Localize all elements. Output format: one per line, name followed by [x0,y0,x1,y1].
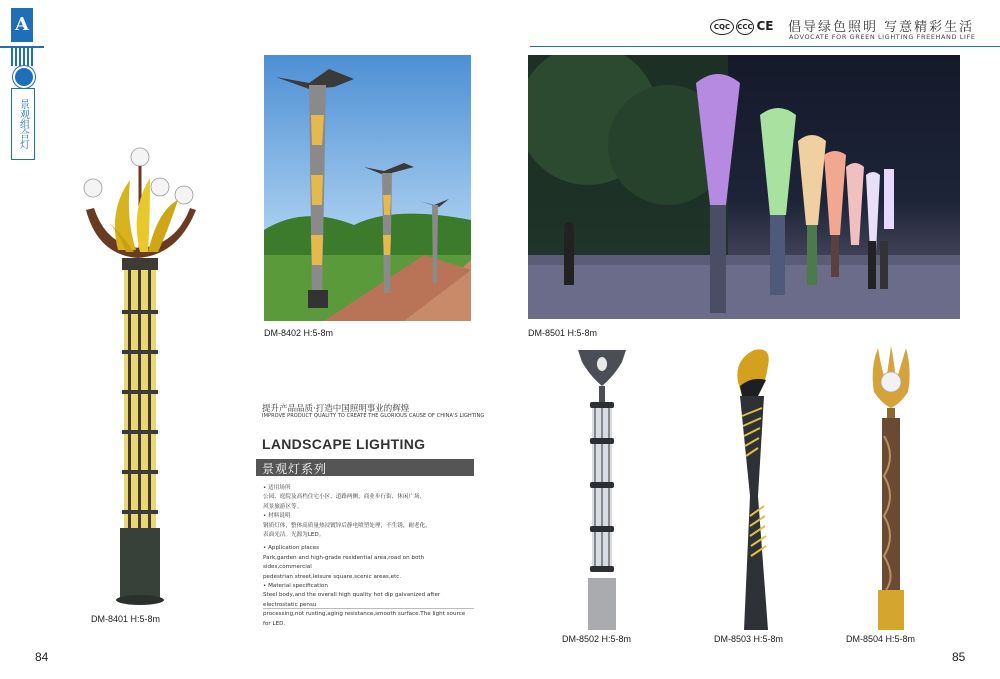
desc-cn-line: 风景旅游区等。 [263,503,303,510]
desc-en-line: processing,not rusting,aging resistance,smooth surface.The light source for LED. [263,611,466,627]
desc-en-line: • Application places [263,545,320,552]
lamp-dm8503-image [728,346,778,632]
lamp-dm8401-image [78,140,208,610]
cqc-cert-icon: CQC [710,19,734,35]
category-label: 景观组合灯 [11,88,35,160]
page-number-left: 84 [35,650,49,664]
photo-dm8402 [264,55,471,321]
caption-dm8402: DM-8402 H:5-8m [264,328,334,338]
desc-cn-line: 公园、庭院及高档住宅小区、道路两侧、商业步行街、休闲广场、 [263,494,426,501]
caption-dm8502: DM-8502 H:5-8m [562,634,632,644]
caption-dm8504: DM-8504 H:5-8m [846,634,916,644]
desc-en-line: pedestrian street,leisure square,scenic areas,etc. [263,573,402,580]
section-title-en: LANDSCAPE LIGHTING [262,436,426,452]
desc-cn-line: 钢质灯体，整体高质量热浸镀锌后静电喷塑处理，不生锈，耐老化， [263,522,431,529]
caption-dm8401: DM-8401 H:5-8m [91,614,161,624]
section-title-cn: 景观灯系列 [262,462,328,476]
desc-en-line: Steel body,and the overall high quality hot dip galvanized after electrostatic pensu [263,592,441,608]
ce-cert-icon: CE [756,19,774,33]
lamp-dm8504-image [866,346,916,632]
badge-dot-icon [13,66,35,88]
lamp-dm8502-image [574,346,630,632]
desc-cn-line: 表面光洁。光源为LED。 [263,532,325,539]
tagline-cn: 提升产品品质·打造中国照明事业的辉煌 [262,404,410,414]
badge-stripe [11,48,33,66]
page-number-right: 85 [952,650,966,664]
section-letter: A [11,8,33,42]
caption-dm8501: DM-8501 H:5-8m [528,328,598,338]
description-divider [263,608,474,609]
caption-dm8503: DM-8503 H:5-8m [714,634,784,644]
desc-cn-line: • 适用场所 [263,485,291,491]
header-rule-right [530,46,1000,47]
tagline-en: IMPROVE PRODUCT QUALITY TO CREATE THE GLORIOUS CAUSE OF CHINA'S LIGHTING [262,413,485,419]
ccc-cert-icon: CCC [736,19,754,35]
desc-en-line: Park,garden and high-grade residential area,road on both sides,commercial [263,554,425,571]
slogan-en: ADVOCATE FOR GREEN LIGHTING FREEHAND LIFE [789,33,976,41]
slogan-cn: 倡导绿色照明 写意精彩生活 [788,20,975,35]
photo-dm8501 [528,55,960,319]
desc-cn-line: • 材料说明 [263,513,291,520]
desc-en-line: • Material specification [263,583,328,590]
